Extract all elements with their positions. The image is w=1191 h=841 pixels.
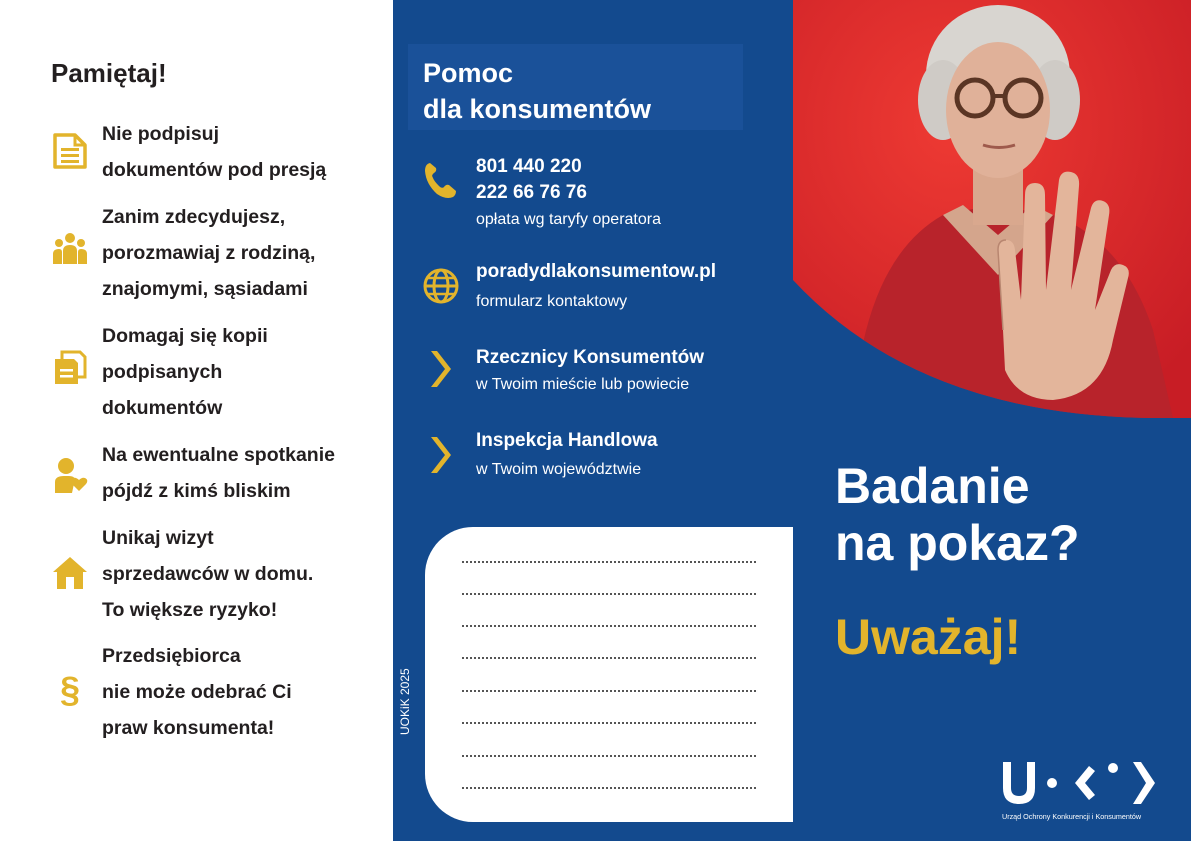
document-icon bbox=[52, 133, 88, 169]
note-line bbox=[462, 722, 756, 726]
phone-number-2[interactable]: 222 66 76 76 bbox=[476, 182, 587, 203]
note-line bbox=[462, 657, 756, 661]
note-line bbox=[462, 561, 756, 565]
note-line bbox=[462, 787, 756, 791]
website-note: formularz kontaktowy bbox=[476, 293, 628, 310]
tip-text: Zanim zdecydujesz, porozmawiaj z rodziną, znajomymi, sąsiadami bbox=[102, 206, 316, 300]
help-panel bbox=[393, 0, 793, 841]
uokik-logo-mark bbox=[1000, 758, 1170, 810]
globe-icon bbox=[421, 266, 461, 306]
person-heart-icon bbox=[52, 457, 88, 493]
paragraph-icon bbox=[52, 670, 88, 706]
copies-icon bbox=[52, 350, 88, 386]
phone-icon bbox=[421, 160, 461, 200]
note-line bbox=[462, 625, 756, 629]
help-title: Pomoc dla konsumentów bbox=[423, 58, 652, 124]
vertical-label: UOKiK 2025 bbox=[398, 668, 412, 735]
family-icon bbox=[52, 231, 88, 267]
woman-stop-photo bbox=[793, 0, 1191, 418]
warning-text: Uważaj! bbox=[835, 609, 1022, 665]
uokik-logo bbox=[1000, 758, 1170, 828]
tip-text: Nie podpisuj dokumentów pod presją bbox=[102, 123, 327, 181]
website-link[interactable]: poradydlakonsumentow.pl bbox=[476, 261, 716, 282]
remember-heading: Pamiętaj! bbox=[51, 58, 167, 88]
note-line bbox=[462, 755, 756, 759]
headline: Badanie na pokaz? bbox=[835, 458, 1080, 571]
phone-number-1[interactable]: 801 440 220 bbox=[476, 156, 582, 177]
note-line bbox=[462, 690, 756, 694]
tip-text: Na ewentualne spotkanie pójdź z kimś bliskim bbox=[102, 444, 335, 502]
tip-text: Przedsiębiorca nie może odebrać Ci praw konsumenta! bbox=[102, 645, 292, 739]
chevron-right-icon bbox=[423, 349, 463, 389]
tip-text: Domagaj się kopii podpisanych dokumentów bbox=[102, 325, 268, 419]
notes-box[interactable] bbox=[425, 527, 793, 822]
warning-panel bbox=[793, 0, 1191, 841]
house-icon bbox=[52, 555, 88, 591]
inspection-note: w Twoim województwie bbox=[476, 461, 642, 478]
ombudsman-title: Rzecznicy Konsumentów bbox=[476, 347, 705, 368]
chevron-right-icon bbox=[423, 435, 463, 475]
tip-text: Unikaj wizyt sprzedawców w domu. To większe ryzyko! bbox=[102, 527, 314, 621]
note-line bbox=[462, 593, 756, 597]
inspection-title: Inspekcja Handlowa bbox=[476, 430, 658, 451]
logo-caption: Urząd Ochrony Konkurencji i Konsumentów bbox=[1002, 812, 1142, 821]
ombudsman-note: w Twoim mieście lub powiecie bbox=[476, 376, 690, 393]
svg-text:§: § bbox=[59, 670, 81, 706]
remember-panel bbox=[0, 0, 393, 841]
phone-note: opłata wg taryfy operatora bbox=[476, 211, 661, 228]
